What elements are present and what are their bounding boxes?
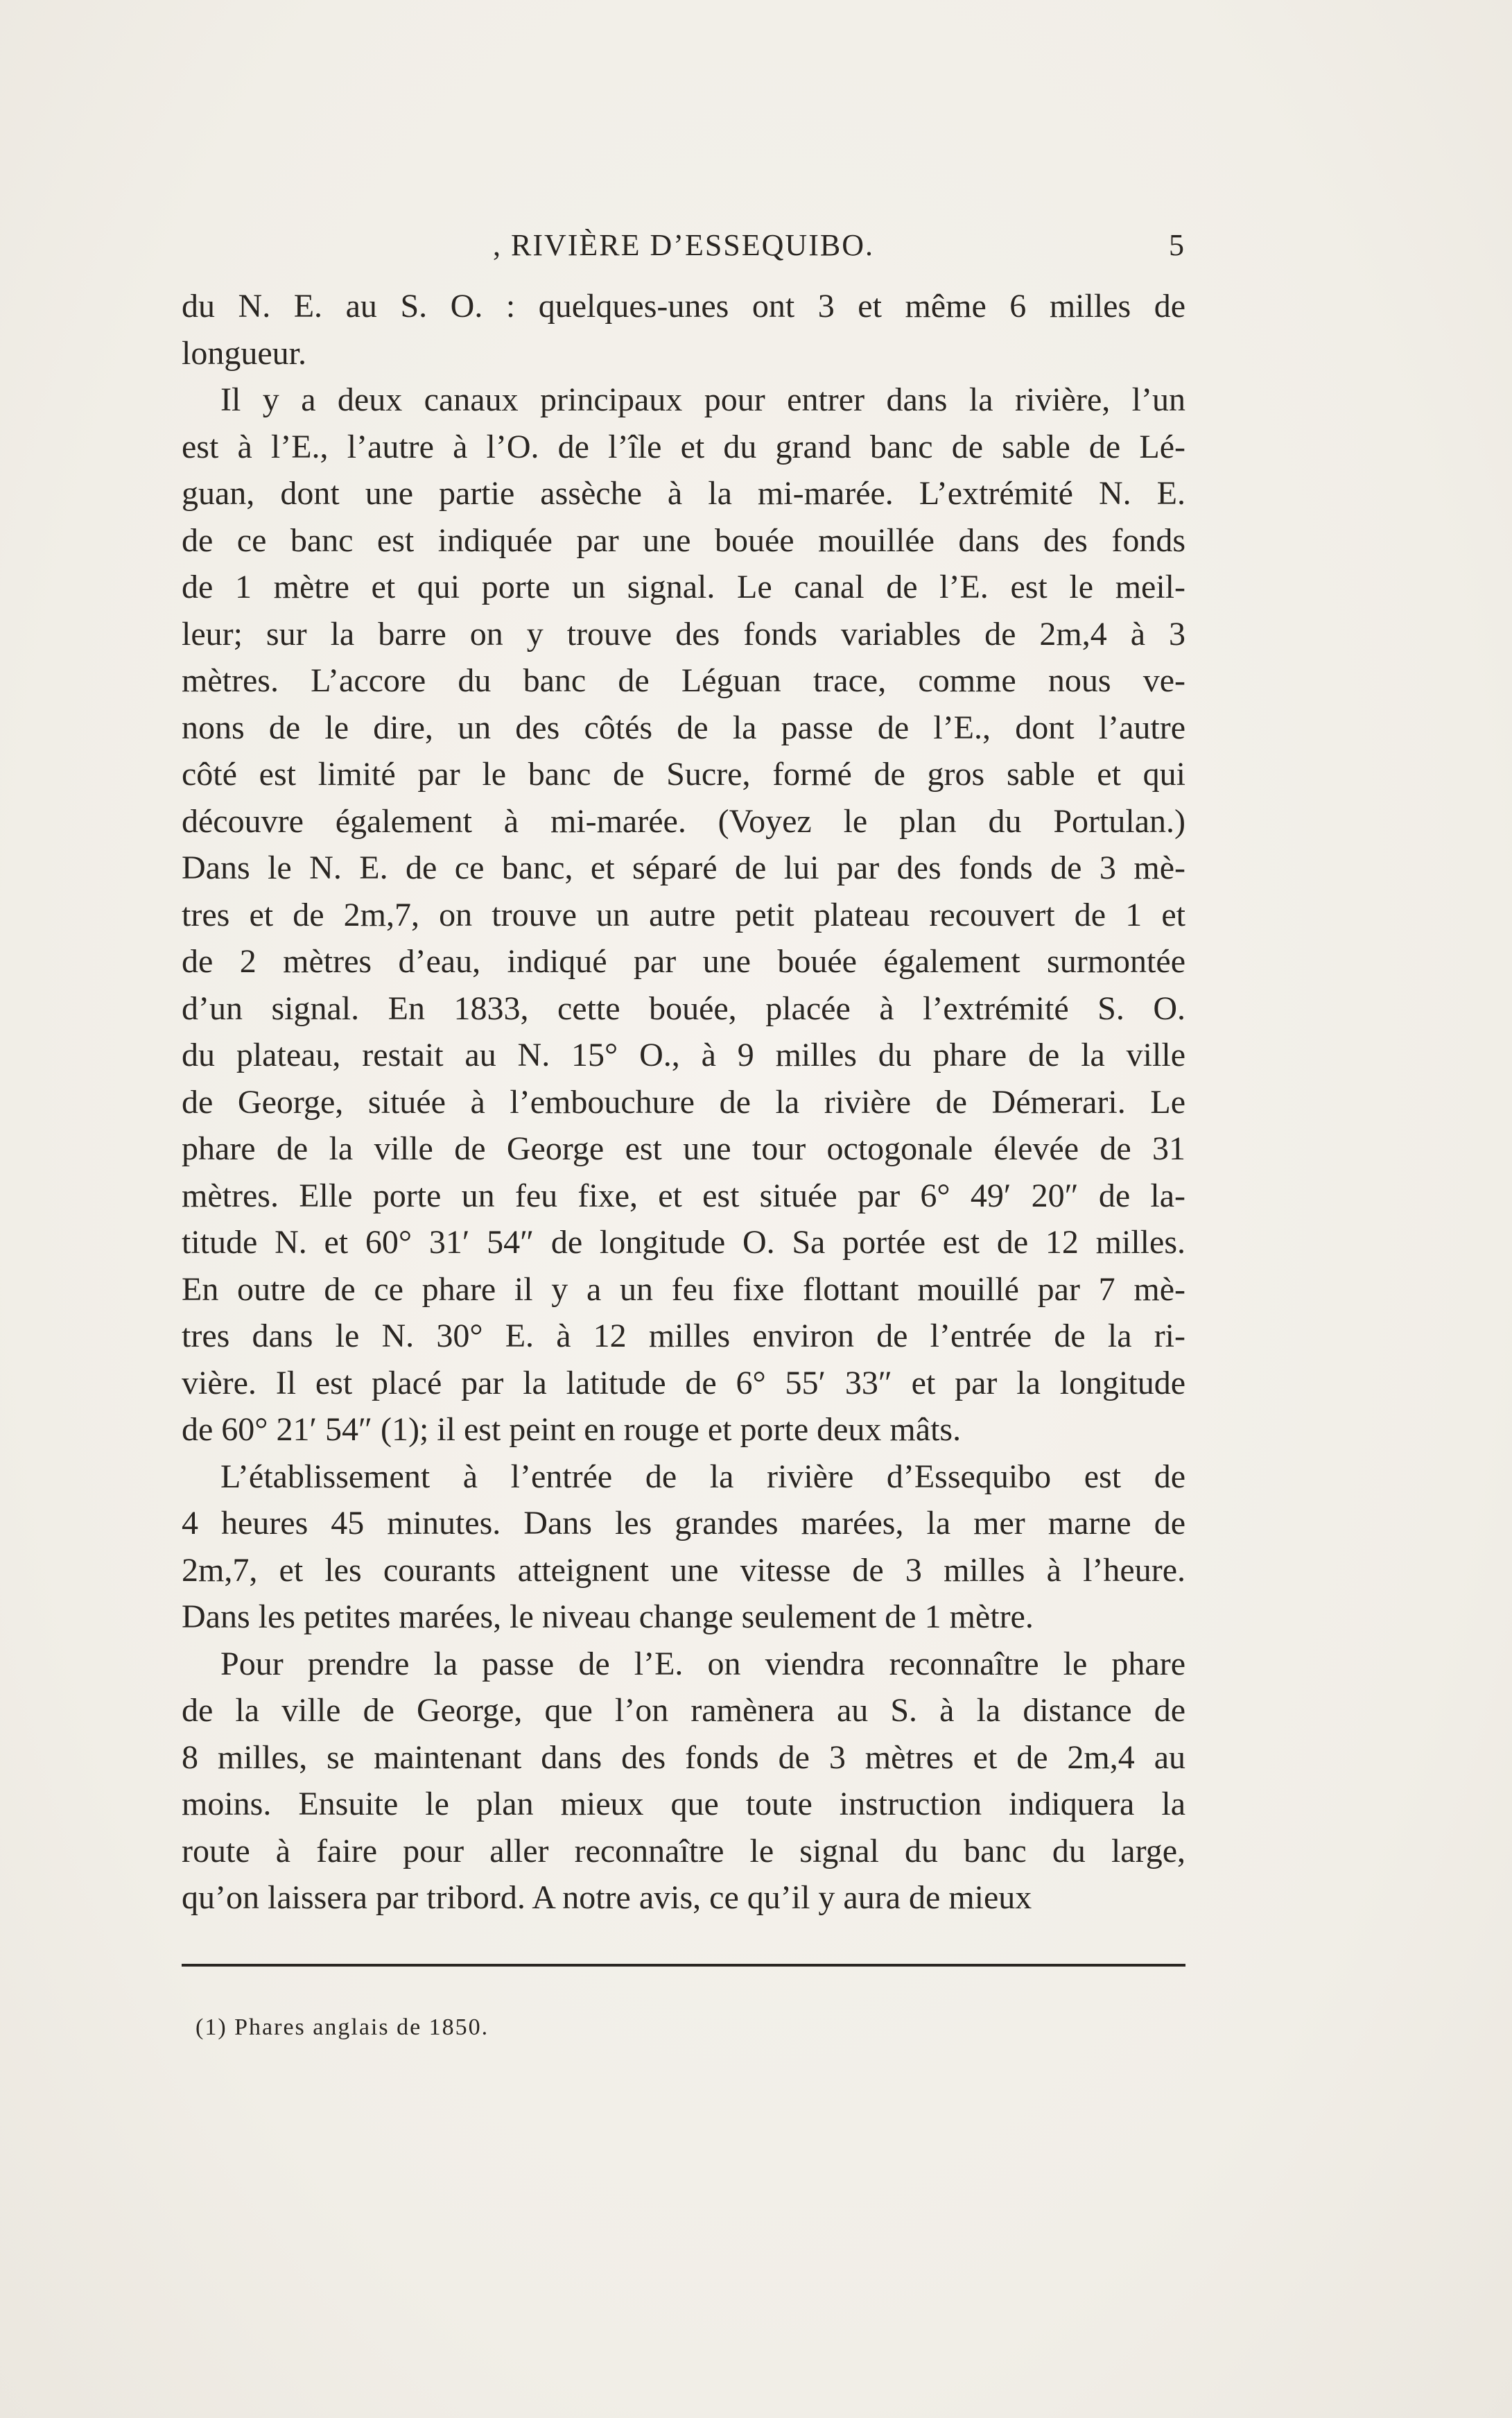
text-line: route à faire pour aller reconnaître le signal du banc du large, — [182, 1832, 1185, 1869]
text-line: tres et de 2m,7, on trouve un autre petit plateau recouvert de 1 et — [182, 896, 1185, 933]
text-line: côté est limité par le banc de Sucre, formé de gros sable et qui — [182, 756, 1185, 793]
text-line: de ce banc est indiquée par une bouée mouillée dans des fonds — [182, 521, 1185, 559]
text-line: du plateau, restait au N. 15° O., à 9 milles du phare de la ville — [182, 1037, 1185, 1073]
text-line: qu’on laissera par tribord. A notre avis, ce qu’il y aura de mieux — [182, 1879, 1032, 1916]
page-header — [182, 221, 1185, 270]
text-line: 8 milles, se maintenant dans des fonds de 3 mètres et de 2m,4 au — [182, 1738, 1185, 1776]
running-head: , RIVIÈRE D’ESSEQUIBO. — [493, 228, 874, 262]
paragraph — [182, 377, 1185, 1453]
text-line: Dans le N. E. de ce banc, et séparé de lui par des fonds de 3 mè- — [182, 849, 1185, 886]
text-line: phare de la ville de George est une tour octogonale élevée de 31 — [182, 1130, 1185, 1167]
text-line: Il y a deux canaux principaux pour entrer dans la rivière, l’un — [220, 381, 1185, 418]
text-line: d’un signal. En 1833, cette bouée, placée à l’extrémité S. O. — [182, 990, 1185, 1027]
text-line: de 60° 21′ 54″ (1); il est peint en rouge et porte deux mâts. — [182, 1411, 962, 1448]
text-line: nons de le dire, un des côtés de la passe de l’E., dont l’autre — [182, 709, 1185, 746]
text-line: L’établissement à l’entrée de la rivière d’Essequibo est de — [220, 1458, 1185, 1495]
text-line: guan, dont une partie assèche à la mi-marée. L’extrémité N. E. — [182, 475, 1185, 512]
paragraph — [182, 283, 1185, 377]
text-line: de 1 mètre et qui porte un signal. Le canal de l’E. est le meil- — [182, 569, 1185, 605]
text-line: 4 heures 45 minutes. Dans les grandes marées, la mer marne de — [182, 1505, 1185, 1542]
text-line: de la ville de George, que l’on ramènera au S. à la distance de — [182, 1692, 1185, 1729]
text-line: titude N. et 60° 31′ 54″ de longitude O. Sa portée est de 12 milles. — [182, 1224, 1185, 1261]
paragraph — [182, 1641, 1185, 1922]
text-line: est à l’E., l’autre à l’O. de l’île et du grand banc de sable de Lé- — [182, 428, 1185, 465]
text-line: découvre également à mi-marée. (Voyez le plan du Portulan.) — [182, 802, 1185, 840]
text-line: de George, située à l’embouchure de la rivière de Démerari. Le — [182, 1083, 1185, 1121]
body-text — [182, 283, 1185, 1922]
text-line: En outre de ce phare il y a un feu fixe flottant mouillé par 7 mè- — [182, 1270, 1185, 1308]
text-line: vière. Il est placé par la latitude de 6° 55′ 33″ et par la longitude — [182, 1364, 1185, 1401]
text-line: mètres. L’accore du banc de Léguan trace, comme nous ve- — [182, 662, 1185, 699]
footnote-rule — [182, 1964, 1185, 1967]
text-line: Pour prendre la passe de l’E. on viendra reconnaître le phare — [220, 1645, 1185, 1682]
page-number: 5 — [1169, 228, 1185, 262]
text-line: Dans les petites marées, le niveau change seulement de 1 mètre. — [182, 1598, 1034, 1635]
text-line: moins. Ensuite le plan mieux que toute instruction indiquera la — [182, 1786, 1185, 1822]
text-line: mètres. Elle porte un feu fixe, et est située par 6° 49′ 20″ de la- — [182, 1177, 1185, 1214]
text-line: leur; sur la barre on y trouve des fonds variables de 2m,4 à 3 — [182, 615, 1185, 653]
text-line: tres dans le N. 30° E. à 12 milles environ de l’entrée de la ri- — [182, 1318, 1185, 1354]
text-line: de 2 mètres d’eau, indiqué par une bouée également surmontée — [182, 943, 1185, 980]
text-line: 2m,7, et les courants atteignent une vitesse de 3 milles à l’heure. — [182, 1551, 1185, 1589]
footnote: (1) Phares anglais de 1850. — [195, 2014, 489, 2040]
text-line: longueur. — [182, 334, 306, 372]
text-line: du N. E. au S. O. : quelques-unes ont 3 et même 6 milles de — [182, 288, 1185, 325]
paragraph — [182, 1453, 1185, 1641]
